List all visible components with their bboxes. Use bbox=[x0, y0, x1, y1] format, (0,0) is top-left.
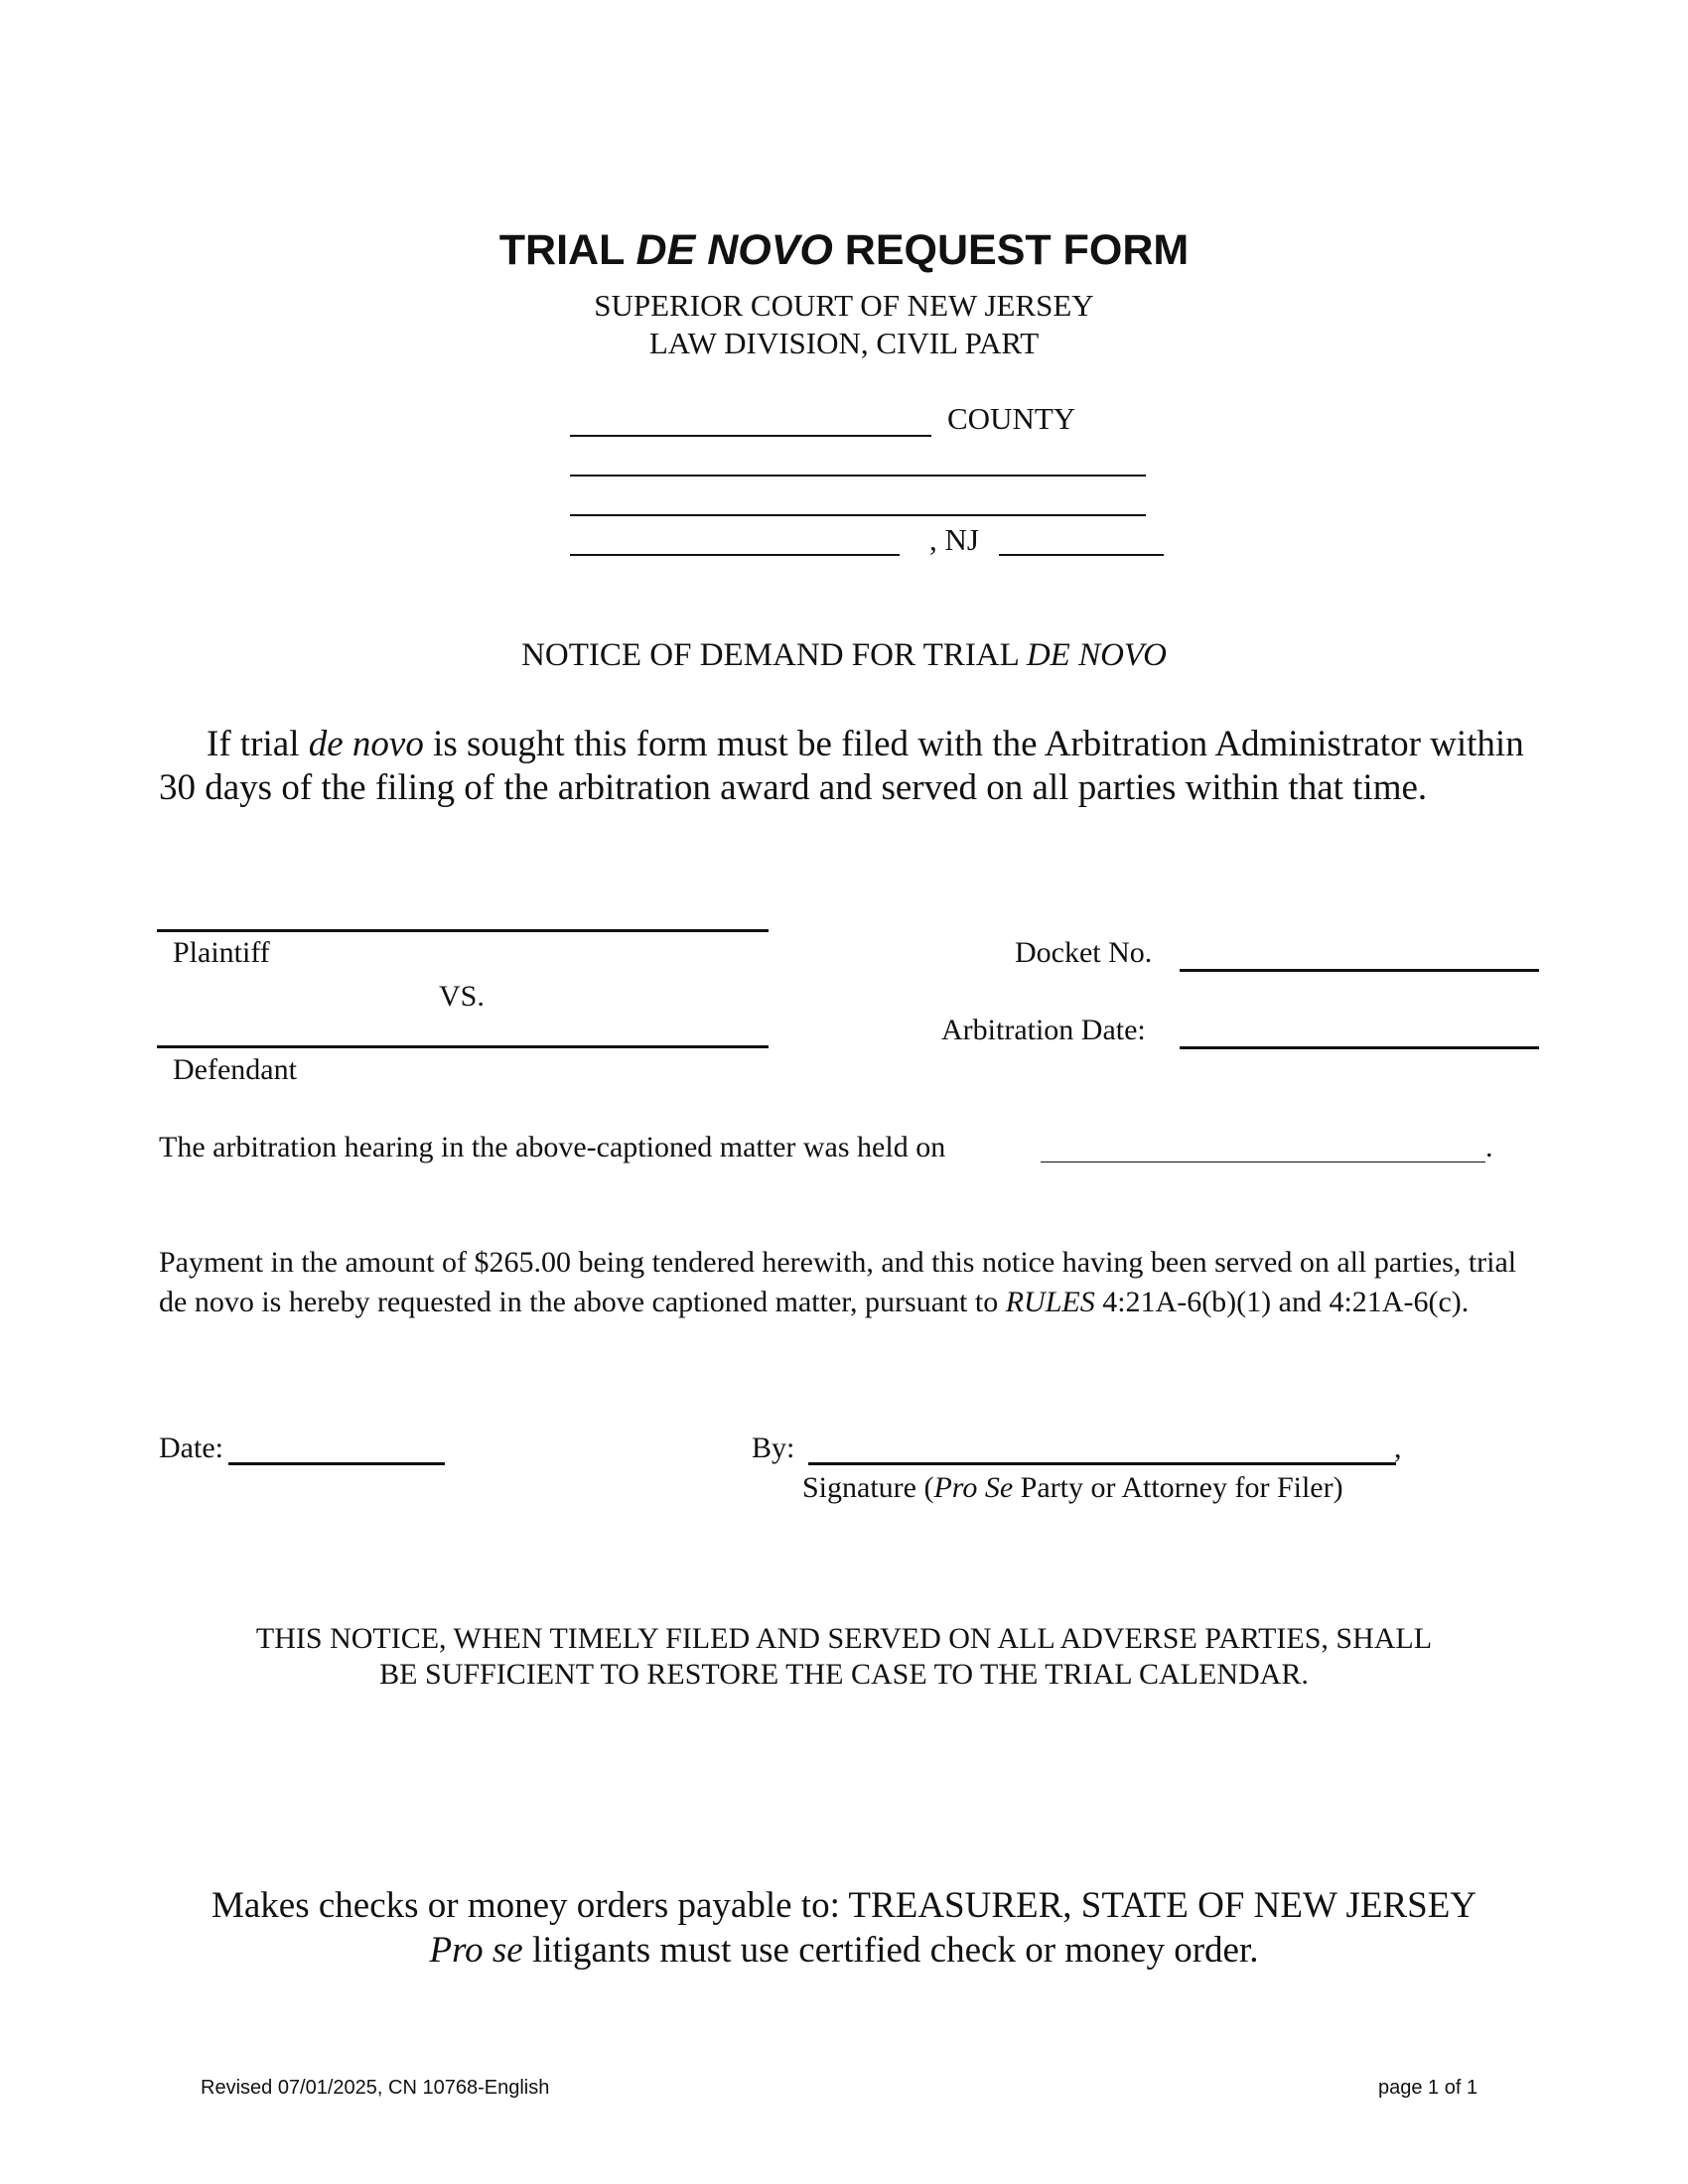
address-line-2-field[interactable] bbox=[570, 514, 1146, 516]
court-division: LAW DIVISION, CIVIL PART bbox=[648, 326, 1040, 360]
defendant-label: Defendant bbox=[173, 1053, 297, 1086]
county-field[interactable] bbox=[570, 435, 931, 437]
date-label: Date: bbox=[159, 1432, 223, 1464]
footer-revised: Revised 07/01/2025, CN 10768-English bbox=[201, 2077, 550, 2099]
address-line-1-field[interactable] bbox=[570, 475, 1146, 477]
date-field[interactable] bbox=[228, 1462, 445, 1465]
nj-label: , NJ bbox=[929, 522, 979, 557]
hearing-text: The arbitration hearing in the above-captioned matter was held on bbox=[159, 1131, 946, 1163]
docket-label: Docket No. bbox=[1015, 936, 1153, 969]
hearing-date-field[interactable] bbox=[1041, 1161, 1485, 1162]
court-name: SUPERIOR COURT OF NEW JERSEY bbox=[594, 288, 1094, 323]
payable-line-1: Makes checks or money orders payable to: TREASURER, STATE OF NEW JERSEY bbox=[211, 1885, 1477, 1926]
vs-label: VS. bbox=[439, 980, 485, 1013]
arbitration-date-field[interactable] bbox=[1180, 1046, 1539, 1049]
plaintiff-field[interactable] bbox=[157, 929, 769, 932]
signature-field[interactable] bbox=[808, 1462, 1396, 1465]
signature-caption: Signature (Pro Se Party or Attorney for Filer) bbox=[802, 1471, 1343, 1504]
warning-line-2: BE SUFFICIENT TO RESTORE THE CASE TO THE TRIAL CALENDAR. bbox=[379, 1658, 1309, 1691]
signature-comma: , bbox=[1394, 1432, 1402, 1464]
footer-page-number: page 1 of 1 bbox=[1378, 2077, 1478, 2099]
zip-field[interactable] bbox=[999, 554, 1164, 556]
plaintiff-label: Plaintiff bbox=[173, 936, 270, 969]
arbitration-date-label: Arbitration Date: bbox=[941, 1014, 1146, 1046]
notice-heading: NOTICE OF DEMAND FOR TRIAL DE NOVO bbox=[521, 637, 1167, 673]
defendant-field[interactable] bbox=[157, 1045, 769, 1048]
hearing-period: . bbox=[1485, 1131, 1493, 1163]
payment-paragraph: Payment in the amount of $265.00 being tendered herewith, and this notice having been served on all parties, trial de novo is hereby requested in the above captioned matter, pursuant to RULES 4:21A-6(b)(1) and 4:21A-6(c). bbox=[159, 1246, 1517, 1318]
warning-line-1: THIS NOTICE, WHEN TIMELY FILED AND SERVED ON ALL ADVERSE PARTIES, SHALL bbox=[255, 1622, 1433, 1655]
docket-number-field[interactable] bbox=[1180, 969, 1539, 972]
by-label: By: bbox=[752, 1432, 795, 1464]
intro-paragraph: If trial de novo is sought this form must be filed with the Arbitration Administrator within 30 days of the filing of the arbitration award and served on all parties within that time. bbox=[159, 724, 1524, 809]
city-field[interactable] bbox=[570, 554, 900, 556]
payable-line-2: Pro se litigants must use certified check or money order. bbox=[429, 1930, 1259, 1971]
form-title: TRIAL DE NOVO REQUEST FORM bbox=[498, 226, 1190, 274]
county-label: COUNTY bbox=[947, 401, 1076, 436]
